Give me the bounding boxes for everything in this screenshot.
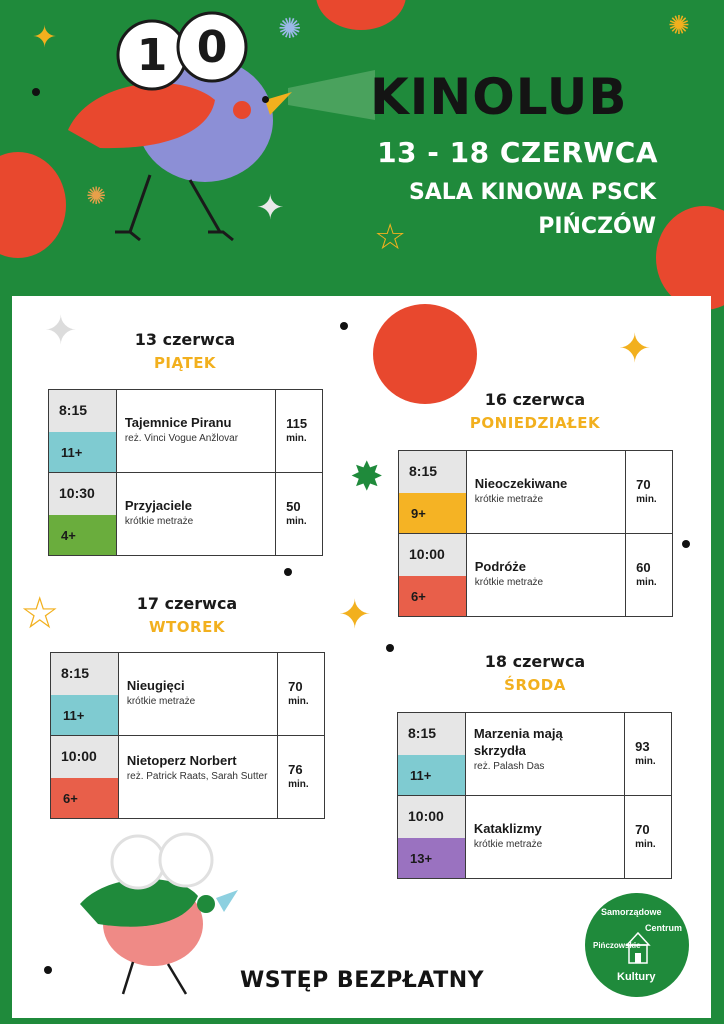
- movie-title: Nietoperz Norbert: [126, 753, 237, 768]
- logo-text: Centrum: [645, 923, 683, 933]
- dot: [32, 88, 40, 96]
- bird-mascot-top: [60, 10, 380, 250]
- logo-text: Kultury: [617, 971, 656, 983]
- age-badge: 11+: [398, 755, 465, 795]
- movie-title: Tajemnice Piranu: [124, 415, 232, 430]
- table-row: [399, 534, 673, 617]
- venue-line-2: PIŃCZÓW: [538, 214, 656, 239]
- event-venue: [409, 176, 656, 244]
- star-icon: ✦: [32, 21, 58, 54]
- dot: [284, 568, 292, 576]
- day-date: 18 czerwca: [484, 652, 586, 671]
- day-date: 17 czerwca: [136, 594, 238, 613]
- age-badge: 11+: [49, 432, 116, 472]
- movie-title: Kataklizmy: [473, 821, 542, 836]
- star-icon: ✸: [350, 455, 384, 499]
- free-entry-notice: WSTĘP BEZPŁATNY: [240, 968, 485, 993]
- table-row: [49, 390, 323, 473]
- screening-time: 10:00: [51, 736, 118, 778]
- age-badge: 6+: [399, 576, 466, 616]
- movie-subtitle: krótkie metraże: [474, 494, 544, 505]
- age-badge: 9+: [399, 493, 466, 533]
- schedule-table: [397, 712, 672, 879]
- star-icon: ✦: [44, 309, 78, 353]
- mascot-number-0: 0: [196, 22, 228, 73]
- day-weekday: ŚRODA: [504, 676, 566, 694]
- duration-value: 70: [635, 822, 650, 837]
- organizer-logo: [585, 893, 689, 997]
- duration-value: 76: [288, 762, 303, 777]
- day-date: 16 czerwca: [484, 390, 586, 409]
- age-badge: 13+: [398, 838, 465, 878]
- duration-unit: min.: [288, 779, 309, 790]
- schedule-table: [48, 389, 323, 556]
- duration-unit: min.: [286, 516, 307, 527]
- age-badge: 6+: [51, 778, 118, 818]
- screening-time: 8:15: [51, 653, 118, 695]
- screening-time: 8:15: [49, 390, 116, 432]
- duration-unit: min.: [635, 756, 656, 767]
- table-row: [49, 473, 323, 556]
- movie-title: Nieugięci: [126, 678, 185, 693]
- schedule-table: [50, 652, 325, 819]
- logo-text: Samorządowe: [601, 907, 662, 917]
- movie-subtitle: krótkie metraże: [124, 516, 194, 527]
- movie-title: Nieoczekiwane: [474, 476, 568, 491]
- star-icon: ✺: [86, 183, 107, 210]
- duration-unit: min.: [286, 433, 307, 444]
- duration-value: 70: [288, 679, 303, 694]
- table-row: [398, 796, 672, 879]
- age-badge: 4+: [49, 515, 116, 555]
- movie-title: Przyjaciele: [124, 498, 193, 513]
- duration-value: 50: [286, 499, 301, 514]
- screening-time: 10:00: [399, 534, 466, 576]
- movie-title: Marzenia mają skrzydła: [473, 726, 563, 758]
- deco-circle-right: [656, 206, 724, 310]
- star-icon: ☆: [374, 216, 407, 257]
- star-icon: ✦: [256, 189, 285, 227]
- duration-value: 60: [636, 560, 651, 575]
- duration-unit: min.: [635, 839, 656, 850]
- mascot-number-1: 1: [136, 30, 168, 81]
- duration-value: 70: [636, 477, 651, 492]
- dot: [682, 540, 690, 548]
- building-icon: [621, 931, 655, 967]
- deco-circle-left: [0, 152, 66, 258]
- duration-unit: min.: [288, 696, 309, 707]
- screening-time: 8:15: [399, 451, 466, 493]
- duration-value: 93: [635, 739, 650, 754]
- movie-subtitle: reż. Patrick Raats, Sarah Sutter: [126, 771, 268, 782]
- movie-subtitle: krótkie metraże: [126, 696, 196, 707]
- movie-title: Podróże: [474, 559, 527, 574]
- venue-line-1: SALA KINOWA PSCK: [408, 180, 656, 205]
- movie-subtitle: reż. Palash Das: [473, 761, 545, 772]
- screening-time: 10:00: [398, 796, 465, 838]
- day-weekday: PONIEDZIAŁEK: [469, 414, 601, 432]
- table-row: [399, 451, 673, 534]
- table-row: [51, 653, 325, 736]
- day-weekday: WTOREK: [149, 618, 225, 636]
- star-icon: ✺: [668, 10, 690, 40]
- screening-time: 8:15: [398, 713, 465, 755]
- screening-time: 10:30: [49, 473, 116, 515]
- star-icon: ☆: [20, 589, 60, 638]
- star-icon: ✺: [278, 13, 302, 44]
- bird-mascot-bottom: [78, 832, 248, 1002]
- schedule-table: [398, 450, 673, 617]
- table-row: [398, 713, 672, 796]
- star-icon: ✦: [338, 593, 372, 637]
- table-row: [51, 736, 325, 819]
- duration-unit: min.: [636, 577, 657, 588]
- movie-subtitle: krótkie metraże: [473, 839, 543, 850]
- dot: [262, 96, 269, 103]
- movie-subtitle: krótkie metraże: [474, 577, 544, 588]
- star-icon: ✦: [618, 327, 652, 371]
- dot: [386, 644, 394, 652]
- event-title: KINOLUB: [370, 68, 628, 126]
- dot: [340, 322, 348, 330]
- day-weekday: PIĄTEK: [153, 354, 217, 372]
- duration-unit: min.: [636, 494, 657, 505]
- movie-subtitle: reż. Vinci Vogue Anžlovar: [124, 433, 239, 444]
- deco-circle-center: [373, 304, 477, 404]
- duration-value: 115: [286, 416, 308, 431]
- event-dates: 13 - 18 CZERWCA: [377, 136, 658, 169]
- dot: [44, 966, 52, 974]
- logo-text: Pińczowskie: [593, 941, 641, 950]
- age-badge: 11+: [51, 695, 118, 735]
- day-date: 13 czerwca: [134, 330, 236, 349]
